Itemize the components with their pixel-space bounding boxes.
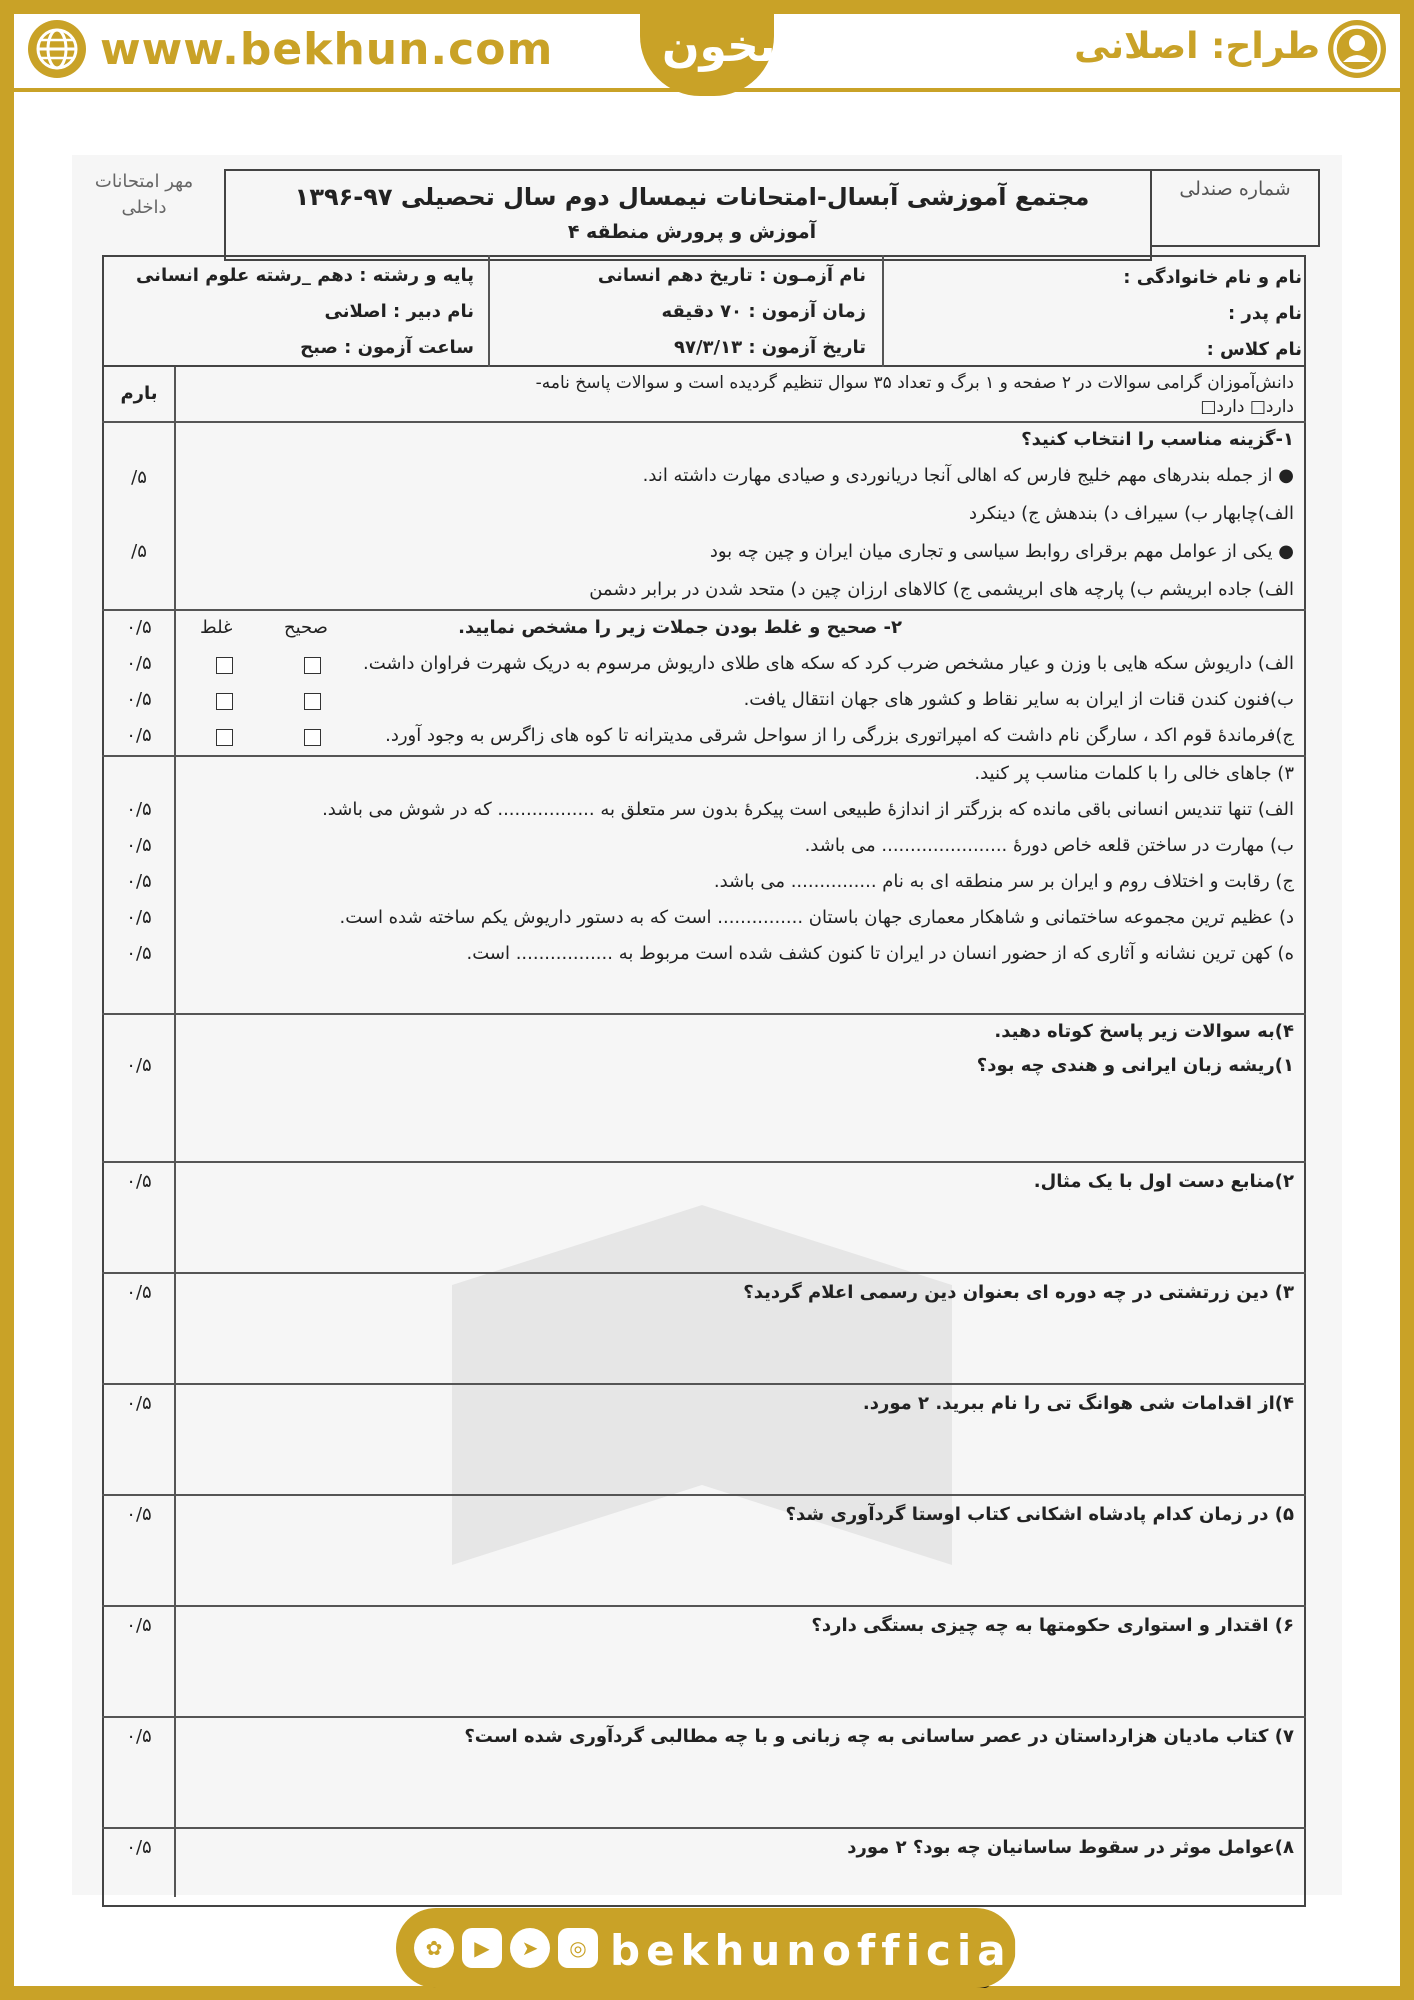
q4-item-2-score: ۰/۵ (126, 1171, 152, 1192)
q4-item-4: ۴)از اقدامات شی هوانگ تی را نام ببرید. ۲ مورد. (862, 1393, 1294, 1414)
q2-b: ب)فنون کندن قنات از ایران به سایر نقاط و کشور های جهان انتقال یافت. (743, 689, 1294, 710)
q1-a-score: /۵ (131, 467, 147, 488)
q3-a-score: ۰/۵ (126, 799, 152, 820)
q4-item-6-score: ۰/۵ (126, 1615, 152, 1636)
grade-field: پایه و رشته : دهم _رشته علوم انسانی (135, 265, 474, 286)
q2-b-score: ۰/۵ (126, 689, 152, 710)
user-icon (1328, 20, 1386, 78)
q4-item-1: ۱)ریشه زبان ایرانی و هندی چه بود؟ (976, 1055, 1294, 1076)
q3-e-score: ۰/۵ (126, 943, 152, 964)
q2-header-score: ۰/۵ (126, 617, 152, 638)
instagram-icon[interactable]: ◎ (558, 1928, 598, 1968)
social-handle[interactable]: bekhunofficial (610, 1926, 1033, 1975)
q2-c: ج)فرماندۀ قوم اکد ، سارگن نام داشت که امپراتوری بزرگی را از سواحل شرقی مدیترانه تا کوه های زاگرس به وجود آورد. (385, 725, 1294, 746)
exam-subtitle: آموزش و پرورش منطقه ۴ (567, 221, 817, 243)
score-header: بارم (120, 383, 158, 404)
exam-paper (72, 155, 1342, 1895)
notice-line-2: دارد□ دارد□ (1200, 397, 1294, 417)
exam-duration: زمان آزمون : ۷۰ دقیقه (661, 301, 866, 322)
logo-text: بخون (662, 21, 776, 72)
q2-c-correct-checkbox[interactable] (304, 729, 321, 746)
telegram-icon[interactable]: ➤ (510, 1928, 550, 1968)
q1-a: ● از جمله بندرهای مهم خلیج فارس که اهالی آنجا دریانوردی و صیادی مهارت داشته اند. (642, 465, 1294, 486)
designer-label: طراح: اصلانی (1074, 26, 1320, 67)
q4-item-8: ۸)عوامل موثر در سقوط ساسانیان چه بود؟ ۲ مورد (847, 1837, 1294, 1858)
footer-social-bar (396, 1908, 1033, 1988)
q2-title: ۲- صحیح و غلط بودن جملات زیر را مشخص نمایید. (458, 617, 902, 638)
exam-name: نام آزمـون : تاریخ دهم انسانی (597, 265, 866, 286)
notice-line-1: دانش‌آموزان گرامی سوالات در ۲ صفحه و ۱ برگ و تعداد ۳۵ سوال تنظیم گردیده است و سوالات پاسخ نامه- (535, 373, 1294, 393)
q2-c-score: ۰/۵ (126, 725, 152, 746)
q3-d: د) عظیم ترین مجموعه ساختمانی و شاهکار معماری جهان باستان ............... است که به دستور داریوش یکم ساخته شده است. (339, 907, 1294, 928)
q3-b-score: ۰/۵ (126, 835, 152, 856)
q4-item-1-score: ۰/۵ (126, 1055, 152, 1076)
q4-item-3-score: ۰/۵ (126, 1282, 152, 1303)
q4-item-3: ۳) دین زرتشتی در چه دوره ای بعنوان دین رسمی اعلام گردید؟ (743, 1282, 1294, 1303)
exam-date: تاریخ آزمون : ۹۷/۳/۱۳ (673, 337, 866, 358)
globe-icon (28, 20, 86, 78)
q4-item-5-score: ۰/۵ (126, 1504, 152, 1525)
q2-correct-header: صحیح (284, 617, 328, 638)
q1-title: ۱-گزینه مناسب را انتخاب کنید؟ (1021, 429, 1294, 450)
student-name-label: نام و نام خانوادگی : (1123, 267, 1302, 288)
q4-item-7: ۷) کتاب مادیان هزارداستان در عصر ساسانی به چه زبانی و با چه مطالبی گردآوری شده است؟ (464, 1726, 1294, 1747)
teacher-name: نام دبیر : اصلانی (324, 301, 474, 322)
exam-title: مجتمع آموزشی آبسال-امتحانات نیمسال دوم سال تحصیلی ۹۷-۱۳۹۶ (294, 183, 1090, 211)
q2-a-score: ۰/۵ (126, 653, 152, 674)
youtube-icon[interactable]: ▶ (462, 1928, 502, 1968)
q2-c-wrong-checkbox[interactable] (216, 729, 233, 746)
q4-item-6: ۶) اقتدار و استواری حکومتها به چه چیزی بستگی دارد؟ (811, 1615, 1294, 1636)
q4-item-2: ۲)منابع دست اول با یک مثال. (1033, 1171, 1294, 1192)
class-name-label: نام کلاس : (1206, 339, 1302, 360)
q1-b-options: الف) جاده ابریشم ب) پارچه های ابریشمی ج) کالاهای ارزان چین د) متحد شدن در برابر دشمن (589, 579, 1294, 600)
aparat-icon[interactable]: ✿ (414, 1928, 454, 1968)
q3-c: ج) رقابت و اختلاف روم و ایران بر سر منطقه ای به نام ............... می باشد. (713, 871, 1294, 892)
q4-item-7-score: ۰/۵ (126, 1726, 152, 1747)
stamp-label: مهر امتحانات داخلی (94, 171, 194, 218)
q3-d-score: ۰/۵ (126, 907, 152, 928)
q1-b-score: /۵ (131, 541, 147, 562)
q3-b: ب) مهارت در ساختن قلعه خاص دورۀ ...................... می باشد. (804, 835, 1294, 856)
q2-a: الف) داریوش سکه هایی با وزن و عیار مشخص ضرب کرد که سکه های طلای داریوش مرسوم به دریک شهرت فراوان داشت. (362, 653, 1294, 674)
q4-item-4-score: ۰/۵ (126, 1393, 152, 1414)
exam-hour: ساعت آزمون : صبح (300, 337, 474, 358)
q4-item-8-score: ۰/۵ (126, 1837, 152, 1858)
q4-title: ۴)به سوالات زیر پاسخ کوتاه دهید. (994, 1021, 1294, 1042)
q3-e: ه) کهن ترین نشانه و آثاری که از حضور انسان در ایران تا کنون کشف شده است مربوط به ................. است. (466, 943, 1294, 964)
q2-wrong-header: غلط (200, 617, 233, 638)
q2-b-wrong-checkbox[interactable] (216, 693, 233, 710)
father-name-label: نام پدر : (1228, 303, 1302, 324)
q2-a-wrong-checkbox[interactable] (216, 657, 233, 674)
q3-c-score: ۰/۵ (126, 871, 152, 892)
q2-b-correct-checkbox[interactable] (304, 693, 321, 710)
seat-label: شماره صندلی (1179, 178, 1291, 200)
q3-title: ۳) جاهای خالی را با کلمات مناسب پر کنید. (974, 763, 1294, 784)
q4-item-5: ۵) در زمان کدام پادشاه اشکانی کتاب اوستا گردآوری شد؟ (785, 1504, 1294, 1525)
q2-a-correct-checkbox[interactable] (304, 657, 321, 674)
q1-b: ● یکی از عوامل مهم برقرای روابط سیاسی و تجاری میان ایران و چین چه بود (709, 541, 1294, 562)
site-url[interactable]: www.bekhun.com (100, 24, 554, 75)
q3-a: الف) تنها تندیس انسانی باقی مانده که بزرگتر از اندازۀ طبیعی است پیکرۀ بدون سر متعلق به ................. که در شوش می باشد. (322, 799, 1294, 820)
q1-a-options: الف)چابهار ب) سیراف د) بندهش ج) دینکرد (969, 503, 1294, 524)
